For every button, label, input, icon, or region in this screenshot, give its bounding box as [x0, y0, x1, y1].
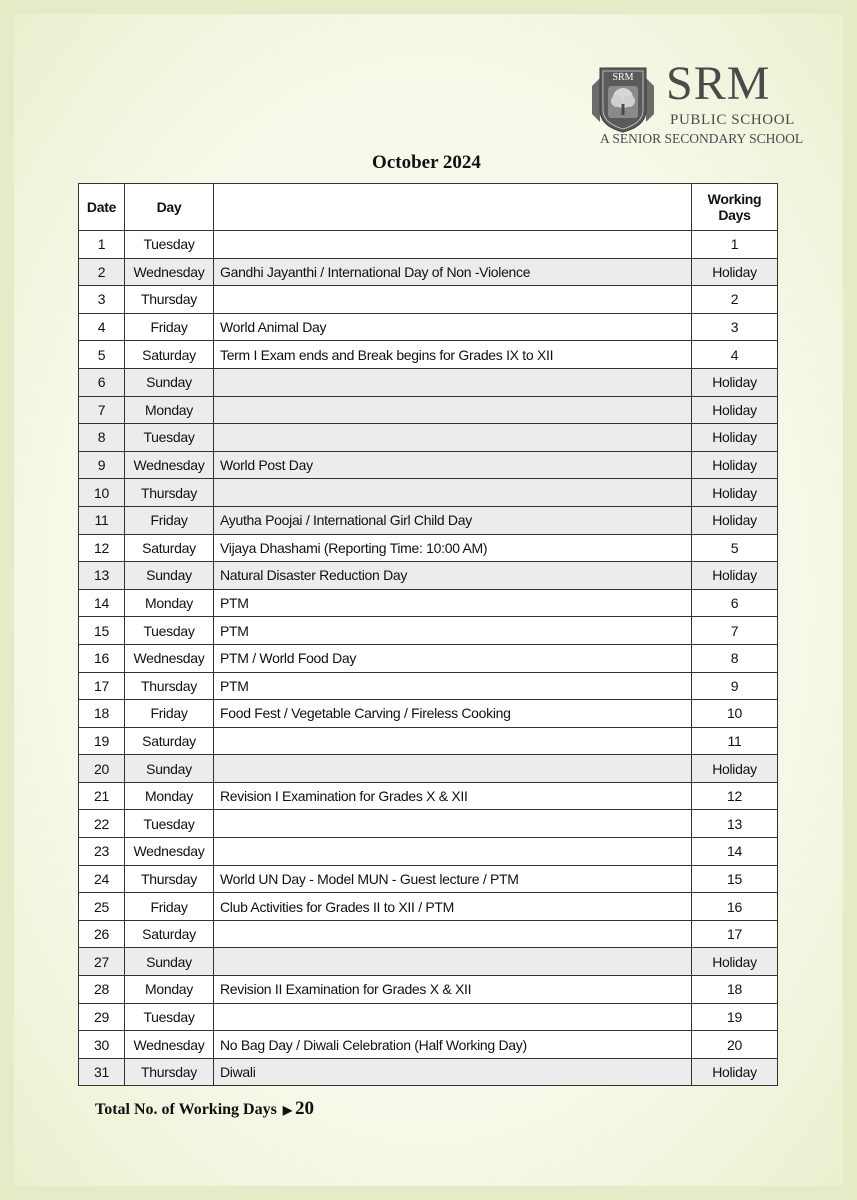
table-row [79, 534, 778, 562]
cell-working: Holiday [692, 755, 778, 783]
cell-event: Gandhi Jayanthi / International Day of Non -Violence [214, 258, 692, 286]
cell-working: 4 [692, 341, 778, 369]
cell-date: 16 [79, 644, 125, 672]
cell-day: Tuesday [125, 231, 214, 259]
cell-date: 10 [79, 479, 125, 507]
table-row [79, 672, 778, 700]
cell-date: 24 [79, 865, 125, 893]
cell-day: Thursday [125, 1058, 214, 1086]
cell-day: Saturday [125, 920, 214, 948]
cell-day: Wednesday [125, 1031, 214, 1059]
cell-working: Holiday [692, 368, 778, 396]
cell-working: 3 [692, 313, 778, 341]
school-crest-icon [586, 64, 660, 134]
cell-day: Sunday [125, 755, 214, 783]
cell-date: 8 [79, 424, 125, 452]
cell-day: Tuesday [125, 424, 214, 452]
table-row [79, 451, 778, 479]
table-row [79, 893, 778, 921]
cell-working: 19 [692, 1003, 778, 1031]
cell-date: 7 [79, 396, 125, 424]
header-working-line1: Working [707, 191, 762, 207]
cell-event [214, 920, 692, 948]
cell-day: Monday [125, 589, 214, 617]
cell-date: 23 [79, 838, 125, 866]
table-row [79, 424, 778, 452]
header-working-days [692, 184, 778, 231]
cell-event: PTM / World Food Day [214, 644, 692, 672]
cell-working: Holiday [692, 451, 778, 479]
cell-working: 7 [692, 617, 778, 645]
cell-event: No Bag Day / Diwali Celebration (Half Working Day) [214, 1031, 692, 1059]
cell-date: 5 [79, 341, 125, 369]
cell-event: World Animal Day [214, 313, 692, 341]
cell-working: 16 [692, 893, 778, 921]
table-row [79, 920, 778, 948]
cell-date: 15 [79, 617, 125, 645]
cell-date: 21 [79, 782, 125, 810]
cell-day: Saturday [125, 341, 214, 369]
cell-event: Ayutha Poojai / International Girl Child Day [214, 506, 692, 534]
cell-date: 25 [79, 893, 125, 921]
cell-day: Saturday [125, 534, 214, 562]
cell-event: Revision I Examination for Grades X & XII [214, 782, 692, 810]
cell-event [214, 424, 692, 452]
table-row [79, 589, 778, 617]
cell-day: Thursday [125, 672, 214, 700]
cell-working: 12 [692, 782, 778, 810]
cell-working: Holiday [692, 562, 778, 590]
cell-day: Tuesday [125, 617, 214, 645]
cell-event [214, 368, 692, 396]
table-row [79, 1058, 778, 1086]
cell-event [214, 286, 692, 314]
cell-working: 20 [692, 1031, 778, 1059]
total-label: Total No. of Working Days [95, 1101, 277, 1118]
cell-working: Holiday [692, 396, 778, 424]
cell-date: 4 [79, 313, 125, 341]
cell-event: Term I Exam ends and Break begins for Grades IX to XII [214, 341, 692, 369]
table-row [79, 782, 778, 810]
cell-working: 6 [692, 589, 778, 617]
cell-date: 19 [79, 727, 125, 755]
header-event [214, 184, 692, 231]
table-row [79, 810, 778, 838]
cell-date: 2 [79, 258, 125, 286]
school-logo [586, 58, 806, 153]
table-row [79, 231, 778, 259]
table-row [79, 1003, 778, 1031]
cell-date: 27 [79, 948, 125, 976]
cell-date: 9 [79, 451, 125, 479]
cell-date: 20 [79, 755, 125, 783]
cell-event: Food Fest / Vegetable Carving / Fireless Cooking [214, 700, 692, 728]
cell-event: Vijaya Dhashami (Reporting Time: 10:00 AM) [214, 534, 692, 562]
cell-date: 28 [79, 976, 125, 1004]
cell-day: Monday [125, 396, 214, 424]
cell-working: Holiday [692, 1058, 778, 1086]
cell-event: Natural Disaster Reduction Day [214, 562, 692, 590]
header-date: Date [79, 184, 125, 231]
logo-tagline: A SENIOR SECONDARY SCHOOL [600, 131, 804, 146]
cell-date: 18 [79, 700, 125, 728]
cell-event: World Post Day [214, 451, 692, 479]
calendar-table [78, 183, 778, 1086]
cell-day: Wednesday [125, 451, 214, 479]
cell-day: Saturday [125, 727, 214, 755]
cell-event [214, 231, 692, 259]
cell-date: 30 [79, 1031, 125, 1059]
table-row [79, 838, 778, 866]
table-row [79, 865, 778, 893]
cell-working: 14 [692, 838, 778, 866]
cell-day: Friday [125, 313, 214, 341]
cell-date: 6 [79, 368, 125, 396]
total-value: 20 [295, 1098, 315, 1119]
table-row [79, 727, 778, 755]
table-row [79, 617, 778, 645]
cell-working: Holiday [692, 479, 778, 507]
cell-event [214, 948, 692, 976]
cell-date: 11 [79, 506, 125, 534]
cell-working: Holiday [692, 948, 778, 976]
cell-date: 29 [79, 1003, 125, 1031]
table-row [79, 755, 778, 783]
cell-working: 8 [692, 644, 778, 672]
cell-date: 12 [79, 534, 125, 562]
cell-day: Tuesday [125, 810, 214, 838]
cell-day: Monday [125, 782, 214, 810]
page-title: October 2024 [372, 152, 481, 173]
table-row [79, 258, 778, 286]
cell-working: 18 [692, 976, 778, 1004]
table-row [79, 506, 778, 534]
cell-day: Friday [125, 893, 214, 921]
cell-day: Thursday [125, 865, 214, 893]
cell-day: Wednesday [125, 838, 214, 866]
cell-day: Wednesday [125, 258, 214, 286]
logo-name: SRM [666, 57, 771, 110]
cell-day: Thursday [125, 286, 214, 314]
cell-day: Wednesday [125, 644, 214, 672]
cell-date: 1 [79, 231, 125, 259]
cell-event [214, 1003, 692, 1031]
cell-day: Sunday [125, 562, 214, 590]
cell-event [214, 810, 692, 838]
table-row [79, 700, 778, 728]
cell-working: 13 [692, 810, 778, 838]
cell-day: Sunday [125, 368, 214, 396]
table-row [79, 976, 778, 1004]
triangle-right-icon: ▶ [282, 1103, 293, 1117]
cell-event: Diwali [214, 1058, 692, 1086]
cell-day: Friday [125, 700, 214, 728]
cell-event: Revision II Examination for Grades X & XII [214, 976, 692, 1004]
crest-text: SRM [612, 72, 634, 83]
cell-working: 9 [692, 672, 778, 700]
table-row [79, 313, 778, 341]
cell-event: Club Activities for Grades II to XII / PTM [214, 893, 692, 921]
cell-date: 3 [79, 286, 125, 314]
table-body [79, 231, 778, 1086]
cell-event [214, 838, 692, 866]
header-day: Day [125, 184, 214, 231]
cell-day: Thursday [125, 479, 214, 507]
cell-date: 22 [79, 810, 125, 838]
table-row [79, 1031, 778, 1059]
cell-event [214, 727, 692, 755]
cell-event [214, 755, 692, 783]
cell-working: 2 [692, 286, 778, 314]
table-row [79, 479, 778, 507]
cell-event: PTM [214, 672, 692, 700]
cell-working: Holiday [692, 506, 778, 534]
cell-event: PTM [214, 617, 692, 645]
table-row [79, 396, 778, 424]
cell-day: Tuesday [125, 1003, 214, 1031]
cell-working: 17 [692, 920, 778, 948]
cell-working: 11 [692, 727, 778, 755]
table-row [79, 286, 778, 314]
cell-date: 26 [79, 920, 125, 948]
table-header-row [79, 184, 778, 231]
cell-event: World UN Day - Model MUN - Guest lecture / PTM [214, 865, 692, 893]
logo-subtitle: PUBLIC SCHOOL [670, 112, 795, 128]
table-row [79, 368, 778, 396]
cell-working: 1 [692, 231, 778, 259]
cell-date: 17 [79, 672, 125, 700]
total-working-days [95, 1098, 314, 1120]
cell-event [214, 479, 692, 507]
cell-working: 5 [692, 534, 778, 562]
cell-working: 15 [692, 865, 778, 893]
cell-day: Sunday [125, 948, 214, 976]
cell-date: 14 [79, 589, 125, 617]
cell-day: Friday [125, 506, 214, 534]
cell-day: Monday [125, 976, 214, 1004]
table-row [79, 562, 778, 590]
table-row [79, 341, 778, 369]
cell-working: 10 [692, 700, 778, 728]
cell-date: 13 [79, 562, 125, 590]
table-row [79, 644, 778, 672]
header-working-line2: Days [718, 207, 751, 223]
cell-event: PTM [214, 589, 692, 617]
table-row [79, 948, 778, 976]
cell-working: Holiday [692, 258, 778, 286]
cell-working: Holiday [692, 424, 778, 452]
cell-date: 31 [79, 1058, 125, 1086]
cell-event [214, 396, 692, 424]
